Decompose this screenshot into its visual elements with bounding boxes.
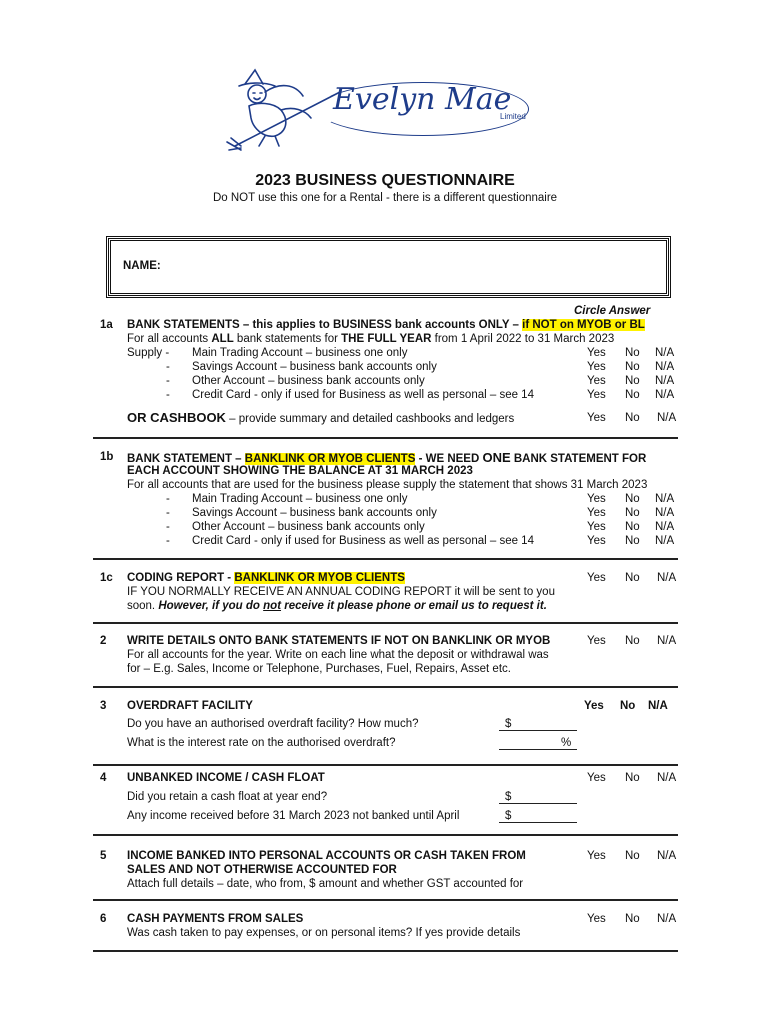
list-dash: - bbox=[166, 507, 170, 519]
divider bbox=[93, 437, 678, 439]
answer-options[interactable]: Yes No N/A bbox=[587, 635, 677, 647]
divider bbox=[93, 686, 678, 688]
list-item: Other Account – business bank accounts only bbox=[192, 521, 425, 533]
section-1b-heading: BANK STATEMENT – BANKLINK OR MYOB CLIENTS - WE NEED ONE BANK STATEMENT FOR bbox=[127, 450, 647, 465]
section-1b-number: 1b bbox=[100, 451, 114, 463]
section-3-number: 3 bbox=[100, 700, 107, 712]
divider bbox=[93, 950, 678, 952]
divider bbox=[93, 899, 678, 901]
page-subtitle: Do NOT use this one for a Rental - there is a different questionnaire bbox=[212, 192, 558, 204]
answer-options[interactable]: Yes No N/A bbox=[587, 913, 677, 925]
name-box[interactable] bbox=[108, 238, 669, 296]
answer-options[interactable]: Yes No N/A bbox=[587, 389, 675, 401]
section-6-number: 6 bbox=[100, 913, 107, 925]
dollar-sign: $ bbox=[505, 810, 512, 822]
overdraft-amount-field[interactable] bbox=[499, 716, 577, 731]
supply-label: Supply - bbox=[127, 347, 170, 359]
section-1c-line3: soon. However, if you do not receive it please phone or email us to request it. bbox=[127, 600, 547, 612]
section-5-line3: Attach full details – date, who from, $ amount and whether GST accounted for bbox=[127, 878, 524, 890]
answer-options[interactable]: Yes No N/A bbox=[587, 412, 677, 424]
interest-question: What is the interest rate on the authorised overdraft? bbox=[127, 737, 396, 749]
answer-options[interactable]: Yes No N/A bbox=[587, 347, 675, 359]
cash-float-amount-field[interactable] bbox=[499, 789, 577, 804]
answer-options[interactable]: Yes No N/A bbox=[587, 772, 677, 784]
divider bbox=[93, 622, 678, 624]
section-2-number: 2 bbox=[100, 635, 107, 647]
section-6-line2: Was cash taken to pay expenses, or on personal items? If yes provide details bbox=[127, 927, 521, 939]
list-dash: - bbox=[166, 389, 170, 401]
section-5-heading-2: SALES AND NOT OTHERWISE ACCOUNTED FOR bbox=[127, 864, 397, 876]
cashbook-line: OR CASHBOOK – provide summary and detailed cashbooks and ledgers bbox=[127, 410, 515, 425]
dollar-sign: $ bbox=[505, 718, 512, 730]
page-title: 2023 BUSINESS QUESTIONNAIRE bbox=[255, 172, 515, 189]
name-label: NAME: bbox=[123, 260, 161, 272]
list-dash: - bbox=[166, 535, 170, 547]
answer-options[interactable]: Yes No N/A bbox=[587, 493, 675, 505]
section-5-number: 5 bbox=[100, 850, 107, 862]
section-6-heading: CASH PAYMENTS FROM SALES bbox=[127, 913, 304, 925]
section-4-heading: UNBANKED INCOME / CASH FLOAT bbox=[127, 772, 325, 784]
answer-options[interactable]: Yes No N/A bbox=[587, 535, 675, 547]
divider bbox=[93, 764, 678, 766]
logo-suffix: Limited bbox=[500, 112, 526, 121]
list-dash: - bbox=[166, 493, 170, 505]
unbanked-income-question: Any income received before 31 March 2023 not banked until April bbox=[127, 810, 460, 822]
percent-sign: % bbox=[561, 737, 572, 749]
answer-options[interactable]: Yes No N/A bbox=[587, 361, 675, 373]
list-item: Main Trading Account – business one only bbox=[192, 493, 408, 505]
section-2-line2: For all accounts for the year. Write on each line what the deposit or withdrawal was bbox=[127, 649, 549, 661]
list-item: Credit Card - only if used for Business as well as personal – see 14 bbox=[192, 535, 534, 547]
interest-rate-field[interactable] bbox=[499, 735, 577, 750]
overdraft-question: Do you have an authorised overdraft facility? How much? bbox=[127, 718, 419, 730]
cash-float-question: Did you retain a cash float at year end? bbox=[127, 791, 328, 803]
answer-options[interactable]: Yes No N/A bbox=[584, 700, 668, 712]
list-item: Main Trading Account – business one only bbox=[192, 347, 408, 359]
section-5-heading: INCOME BANKED INTO PERSONAL ACCOUNTS OR CASH TAKEN FROM bbox=[127, 850, 526, 862]
dollar-sign: $ bbox=[505, 791, 512, 803]
circle-answer-label: Circle Answer bbox=[574, 305, 651, 317]
section-3-heading: OVERDRAFT FACILITY bbox=[127, 700, 253, 712]
answer-options[interactable]: Yes No N/A bbox=[587, 572, 677, 584]
answer-options[interactable]: Yes No N/A bbox=[587, 507, 675, 519]
section-2-heading: WRITE DETAILS ONTO BANK STATEMENTS IF NOT ON BANKLINK OR MYOB bbox=[127, 635, 551, 647]
list-item: Other Account – business bank accounts only bbox=[192, 375, 425, 387]
answer-options[interactable]: Yes No N/A bbox=[587, 375, 675, 387]
list-dash: - bbox=[166, 361, 170, 373]
logo bbox=[225, 62, 545, 154]
section-4-number: 4 bbox=[100, 772, 107, 784]
section-1b-heading-2: EACH ACCOUNT SHOWING THE BALANCE AT 31 MARCH 2023 bbox=[127, 465, 473, 477]
divider bbox=[93, 834, 678, 836]
section-1a-line2: For all accounts ALL bank statements for THE FULL YEAR from 1 April 2022 to 31 March 2023 bbox=[127, 333, 615, 345]
list-item: Savings Account – business bank accounts only bbox=[192, 507, 437, 519]
section-1a-heading: BANK STATEMENTS – this applies to BUSINESS bank accounts ONLY – if NOT on MYOB or BL bbox=[127, 319, 645, 331]
answer-options[interactable]: Yes No N/A bbox=[587, 521, 675, 533]
divider bbox=[93, 558, 678, 560]
section-1a-number: 1a bbox=[100, 319, 113, 331]
answer-options[interactable]: Yes No N/A bbox=[587, 850, 677, 862]
list-item: Savings Account – business bank accounts only bbox=[192, 361, 437, 373]
unbanked-income-amount-field[interactable] bbox=[499, 808, 577, 823]
section-1b-line3: For all accounts that are used for the business please supply the statement that shows 31 March 2023 bbox=[127, 479, 648, 491]
section-1c-number: 1c bbox=[100, 572, 113, 584]
list-dash: - bbox=[166, 375, 170, 387]
section-2-line3: for – E.g. Sales, Income or Telephone, Purchases, Fuel, Repairs, Asset etc. bbox=[127, 663, 511, 675]
logo-name: Evelyn Mae bbox=[333, 82, 512, 117]
list-item: Credit Card - only if used for Business as well as personal – see 14 bbox=[192, 389, 534, 401]
section-1c-heading: CODING REPORT - BANKLINK OR MYOB CLIENTS bbox=[127, 572, 405, 584]
section-1c-line2: IF YOU NORMALLY RECEIVE AN ANNUAL CODING REPORT it will be sent to you bbox=[127, 586, 555, 598]
list-dash: - bbox=[166, 521, 170, 533]
